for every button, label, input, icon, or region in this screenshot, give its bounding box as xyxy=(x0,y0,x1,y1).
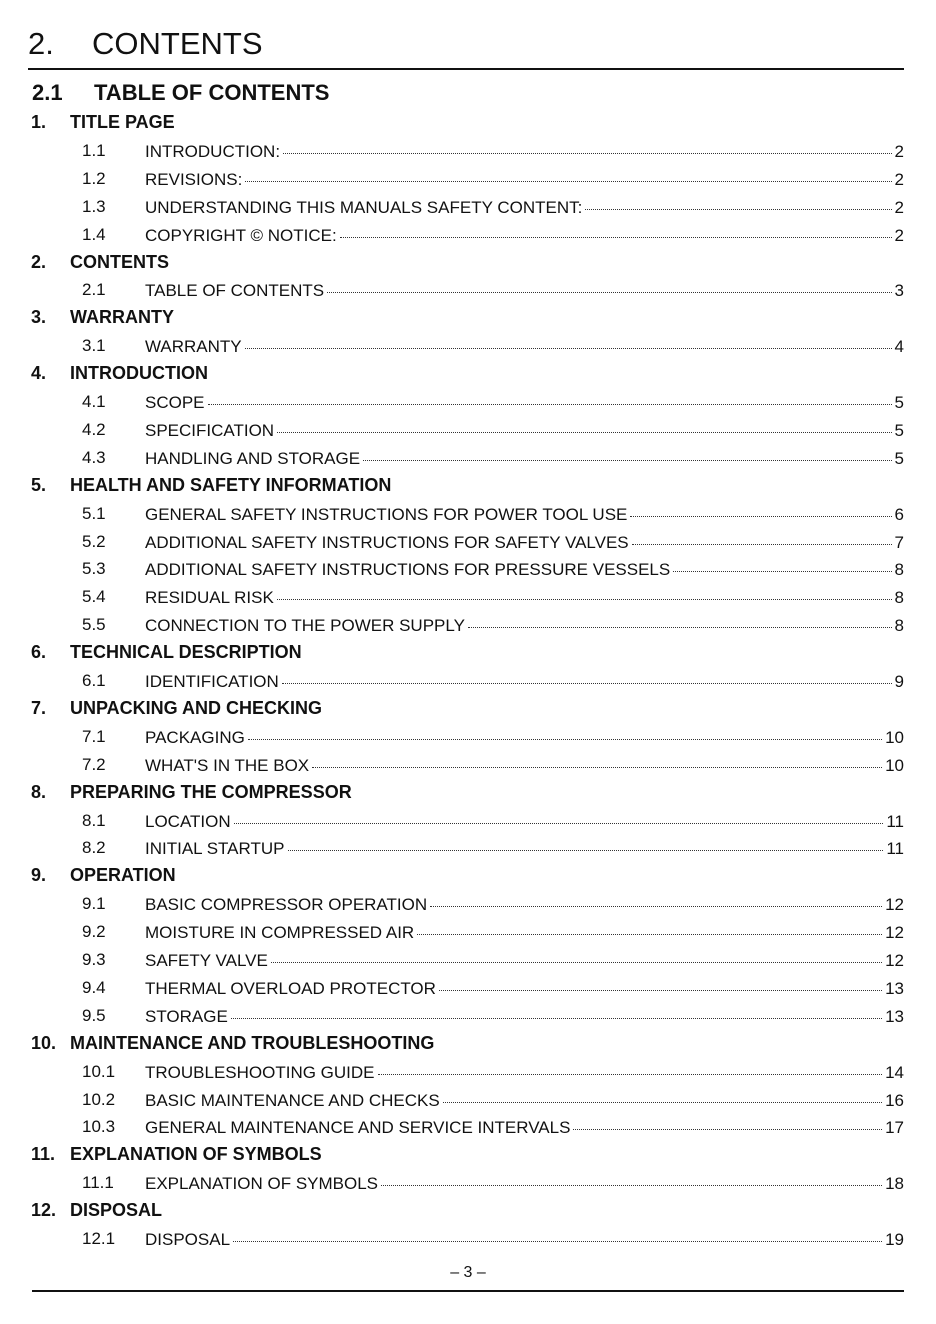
toc-heading-number: 2.1 xyxy=(32,80,63,105)
toc-section-title: INTRODUCTION xyxy=(70,363,208,384)
toc-section-title: UNPACKING AND CHECKING xyxy=(70,697,322,718)
toc-entry-page: 14 xyxy=(885,1062,904,1082)
toc-entry-page: 10 xyxy=(885,755,904,775)
toc-entry-number: 1.1 xyxy=(82,140,106,160)
toc-entry xyxy=(0,1224,936,1252)
toc-entry-number: 3.1 xyxy=(82,336,106,356)
toc-entry-page: 13 xyxy=(885,1006,904,1026)
toc-entry-title: PACKAGING xyxy=(145,727,245,747)
toc-section-title: WARRANTY xyxy=(70,307,174,328)
toc-section xyxy=(0,1196,936,1224)
page-number: – 3 – xyxy=(450,1264,486,1281)
toc-section-number: 2. xyxy=(31,251,47,272)
toc-section xyxy=(0,303,936,331)
toc-entry-page: 19 xyxy=(885,1230,904,1249)
toc-section-number: 11. xyxy=(31,1144,56,1165)
footer-divider xyxy=(32,1290,904,1292)
dot-leader xyxy=(282,668,892,684)
toc-entry-page: 2 xyxy=(894,141,904,161)
toc-section xyxy=(0,359,936,387)
toc-entry xyxy=(0,973,936,1001)
dot-leader xyxy=(363,445,891,461)
dot-leader xyxy=(248,724,882,740)
toc-section-title: EXPLANATION OF SYMBOLS xyxy=(70,1144,322,1165)
toc-entry xyxy=(0,1001,936,1029)
toc-entry-page: 12 xyxy=(885,951,904,970)
toc-entry-title: SPECIFICATION xyxy=(145,420,275,440)
dot-leader xyxy=(340,222,892,238)
toc-entry-number: 1.2 xyxy=(82,168,106,188)
toc-entry-title: WHAT'S IN THE BOX xyxy=(145,755,310,775)
toc-entry-title: SCOPE xyxy=(145,393,205,412)
dot-leader xyxy=(430,891,882,907)
page-header-number: 2. xyxy=(28,26,54,61)
toc-entry xyxy=(0,833,936,861)
toc-entry-title: INTRODUCTION: xyxy=(145,141,281,161)
toc-section-title: PREPARING THE COMPRESSOR xyxy=(70,781,352,802)
toc-entry xyxy=(0,387,936,415)
toc-entry-title: THERMAL OVERLOAD PROTECTOR xyxy=(145,978,436,998)
dot-leader xyxy=(439,975,882,991)
dot-leader xyxy=(233,1226,882,1242)
dot-leader xyxy=(231,1003,882,1019)
toc-section-title: TECHNICAL DESCRIPTION xyxy=(70,642,302,663)
toc-entry-page: 2 xyxy=(894,169,904,189)
toc-entry-number: 8.1 xyxy=(82,810,106,830)
page-title: CONTENTS xyxy=(92,26,263,61)
toc-entry-title: BASIC COMPRESSOR OPERATION xyxy=(145,895,428,915)
toc-entry-number: 10.1 xyxy=(82,1061,116,1081)
toc-entry xyxy=(0,917,936,945)
toc-entry-number: 5.4 xyxy=(82,587,106,607)
toc-entry-page: 12 xyxy=(885,923,904,943)
toc-section-title: CONTENTS xyxy=(70,251,169,272)
dot-leader xyxy=(283,138,891,154)
toc-entry-page: 2 xyxy=(894,197,904,217)
toc-entry xyxy=(0,610,936,638)
toc-entry xyxy=(0,192,936,220)
dot-leader xyxy=(630,501,891,517)
dot-leader xyxy=(271,947,882,963)
toc-entry xyxy=(0,806,936,834)
toc-entry xyxy=(0,666,936,694)
toc-entry-title: DISPOSAL xyxy=(145,1230,231,1249)
toc-entry-page: 16 xyxy=(885,1090,904,1110)
toc-entry-page: 5 xyxy=(894,420,904,440)
toc-section xyxy=(0,778,936,806)
toc-entry-number: 9.2 xyxy=(82,922,106,942)
toc-entry xyxy=(0,136,936,164)
toc-entry xyxy=(0,582,936,610)
toc-entry-number: 9.1 xyxy=(82,894,106,914)
toc-entry-page: 11 xyxy=(886,811,904,831)
toc-entry-page: 8 xyxy=(894,616,904,636)
toc-entry-title: RESIDUAL RISK xyxy=(145,588,274,608)
toc-section xyxy=(0,1029,936,1057)
toc-section-title: MAINTENANCE AND TROUBLESHOOTING xyxy=(70,1032,435,1053)
toc-entry-page: 12 xyxy=(885,895,904,915)
toc-entry-number: 9.5 xyxy=(82,1005,106,1025)
toc-entry-page: 11 xyxy=(886,839,904,859)
toc-entry-number: 9.3 xyxy=(82,950,106,969)
toc-section-title: TITLE PAGE xyxy=(70,112,175,132)
toc-entry-number: 9.4 xyxy=(82,977,106,997)
toc-entry-number: 1.3 xyxy=(82,196,106,216)
toc-section-title: HEALTH AND SAFETY INFORMATION xyxy=(70,474,392,495)
toc-entry-number: 5.5 xyxy=(82,615,106,635)
page-header xyxy=(28,22,904,70)
toc-entry xyxy=(0,945,936,973)
dot-leader xyxy=(417,919,882,935)
toc-entry-number: 10.2 xyxy=(82,1089,116,1109)
toc-heading xyxy=(32,80,330,106)
toc-section xyxy=(0,694,936,722)
toc-entry-number: 11.1 xyxy=(82,1173,114,1193)
toc-entry-title: SAFETY VALVE xyxy=(145,951,268,970)
toc-entry-page: 5 xyxy=(894,448,904,468)
toc-entry-page: 4 xyxy=(894,337,904,357)
dot-leader xyxy=(632,529,892,545)
toc-entry xyxy=(0,220,936,248)
toc-entry xyxy=(0,415,936,443)
toc-section xyxy=(0,1140,936,1168)
toc-entry-number: 4.2 xyxy=(82,419,106,439)
toc-entry-number: 5.2 xyxy=(82,531,106,551)
toc-entry xyxy=(0,331,936,359)
toc-entry-title: COPYRIGHT © NOTICE: xyxy=(145,225,337,245)
toc-entry-page: 2 xyxy=(894,225,904,245)
toc-section-number: 6. xyxy=(31,642,47,663)
toc-section xyxy=(0,248,936,276)
dot-leader xyxy=(573,1114,882,1130)
dot-leader xyxy=(468,612,892,628)
dot-leader xyxy=(208,389,892,405)
toc-entry-title: GENERAL MAINTENANCE AND SERVICE INTERVALS xyxy=(145,1118,571,1138)
toc-section-number: 3. xyxy=(31,307,47,328)
toc-entry-title: LOCATION xyxy=(145,811,231,831)
toc-entry xyxy=(0,750,936,778)
toc-entry-title: BASIC MAINTENANCE AND CHECKS xyxy=(145,1090,440,1110)
toc-entry xyxy=(0,164,936,192)
toc-entry xyxy=(0,499,936,527)
toc-section-number: 8. xyxy=(31,781,47,802)
toc-section xyxy=(0,108,936,136)
dot-leader xyxy=(378,1059,883,1075)
toc-section-number: 10. xyxy=(31,1032,57,1053)
dot-leader xyxy=(585,194,891,210)
toc-entry xyxy=(0,722,936,750)
dot-leader xyxy=(381,1170,882,1186)
toc-section-title: DISPOSAL xyxy=(70,1200,163,1221)
toc-entry-number: 1.4 xyxy=(82,224,106,244)
toc-entry-number: 4.1 xyxy=(82,392,106,411)
dot-leader xyxy=(673,556,891,572)
toc-entry-title: ADDITIONAL SAFETY INSTRUCTIONS FOR PRESSURE VESSELS xyxy=(145,560,671,580)
toc-entry xyxy=(0,554,936,582)
toc-entry-title: TABLE OF CONTENTS xyxy=(145,281,325,301)
toc-entry-title: WARRANTY xyxy=(145,337,242,357)
toc-entry-number: 10.3 xyxy=(82,1117,116,1137)
dot-leader xyxy=(277,417,891,433)
toc-entry-page: 10 xyxy=(885,727,904,747)
toc-entry-page: 8 xyxy=(894,560,904,580)
toc-entry xyxy=(0,1168,936,1196)
dot-leader xyxy=(234,808,884,824)
toc-entry-number: 5.3 xyxy=(82,559,106,579)
toc-entry-title: MOISTURE IN COMPRESSED AIR xyxy=(145,923,415,943)
toc-section-title: OPERATION xyxy=(70,865,176,886)
toc-section-number: 5. xyxy=(31,474,47,495)
dot-leader xyxy=(312,752,882,768)
toc-entry-page: 8 xyxy=(894,588,904,608)
toc-entry-page: 17 xyxy=(885,1118,904,1138)
toc-entry-number: 5.1 xyxy=(82,503,106,523)
toc-entry-number: 6.1 xyxy=(82,671,106,690)
toc-entry-title: CONNECTION TO THE POWER SUPPLY xyxy=(145,616,465,636)
toc-entry-page: 5 xyxy=(894,393,904,412)
toc-section-number: 12. xyxy=(31,1200,57,1221)
toc-entry-page: 13 xyxy=(885,978,904,998)
toc-entry-number: 7.2 xyxy=(82,754,106,774)
toc-section xyxy=(0,638,936,666)
toc-entry-number: 7.1 xyxy=(82,726,106,746)
toc-entry-title: HANDLING AND STORAGE xyxy=(145,448,361,468)
dot-leader xyxy=(245,166,891,182)
toc-entry xyxy=(0,527,936,555)
toc-entry-number: 2.1 xyxy=(82,280,106,300)
dot-leader xyxy=(327,277,891,293)
toc-entry-title: INITIAL STARTUP xyxy=(145,839,285,859)
toc-entry-title: IDENTIFICATION xyxy=(145,672,279,691)
toc-entry-title: ADDITIONAL SAFETY INSTRUCTIONS FOR SAFETY VALVES xyxy=(145,532,629,552)
toc-entry-number: 4.3 xyxy=(82,447,106,467)
toc-section-number: 4. xyxy=(31,363,47,384)
toc-entry-number: 8.2 xyxy=(82,838,106,858)
toc-entry xyxy=(0,443,936,471)
toc-entry xyxy=(0,275,936,303)
toc-section xyxy=(0,861,936,889)
toc-section-number: 1. xyxy=(31,112,47,132)
dot-leader xyxy=(443,1087,882,1103)
toc-entry xyxy=(0,1057,936,1085)
toc-section-number: 9. xyxy=(31,865,47,886)
toc-entry-page: 18 xyxy=(885,1174,904,1194)
toc-entry xyxy=(0,889,936,917)
toc-entry-title: STORAGE xyxy=(145,1006,228,1026)
toc-entry-page: 7 xyxy=(894,532,904,552)
toc-entry-title: UNDERSTANDING THIS MANUALS SAFETY CONTENT: xyxy=(145,197,583,217)
toc-entry-title: GENERAL SAFETY INSTRUCTIONS FOR POWER TOOL USE xyxy=(145,504,628,524)
toc-entry-title: EXPLANATION OF SYMBOLS xyxy=(145,1174,379,1194)
dot-leader xyxy=(288,835,884,851)
dot-leader xyxy=(245,333,892,349)
toc-entry-title: TROUBLESHOOTING GUIDE xyxy=(145,1062,375,1082)
toc-entry-title: REVISIONS: xyxy=(145,169,243,189)
toc-entry xyxy=(0,1112,936,1140)
toc-section-number: 7. xyxy=(31,697,47,718)
toc-section xyxy=(0,471,936,499)
dot-leader xyxy=(277,584,892,600)
toc-entry-page: 9 xyxy=(894,672,904,691)
toc-heading-title: TABLE OF CONTENTS xyxy=(94,80,330,105)
toc-entry-number: 12.1 xyxy=(82,1229,116,1248)
toc-entry-page: 3 xyxy=(894,281,904,301)
toc-entry-page: 6 xyxy=(894,504,904,524)
toc-entry xyxy=(0,1085,936,1113)
